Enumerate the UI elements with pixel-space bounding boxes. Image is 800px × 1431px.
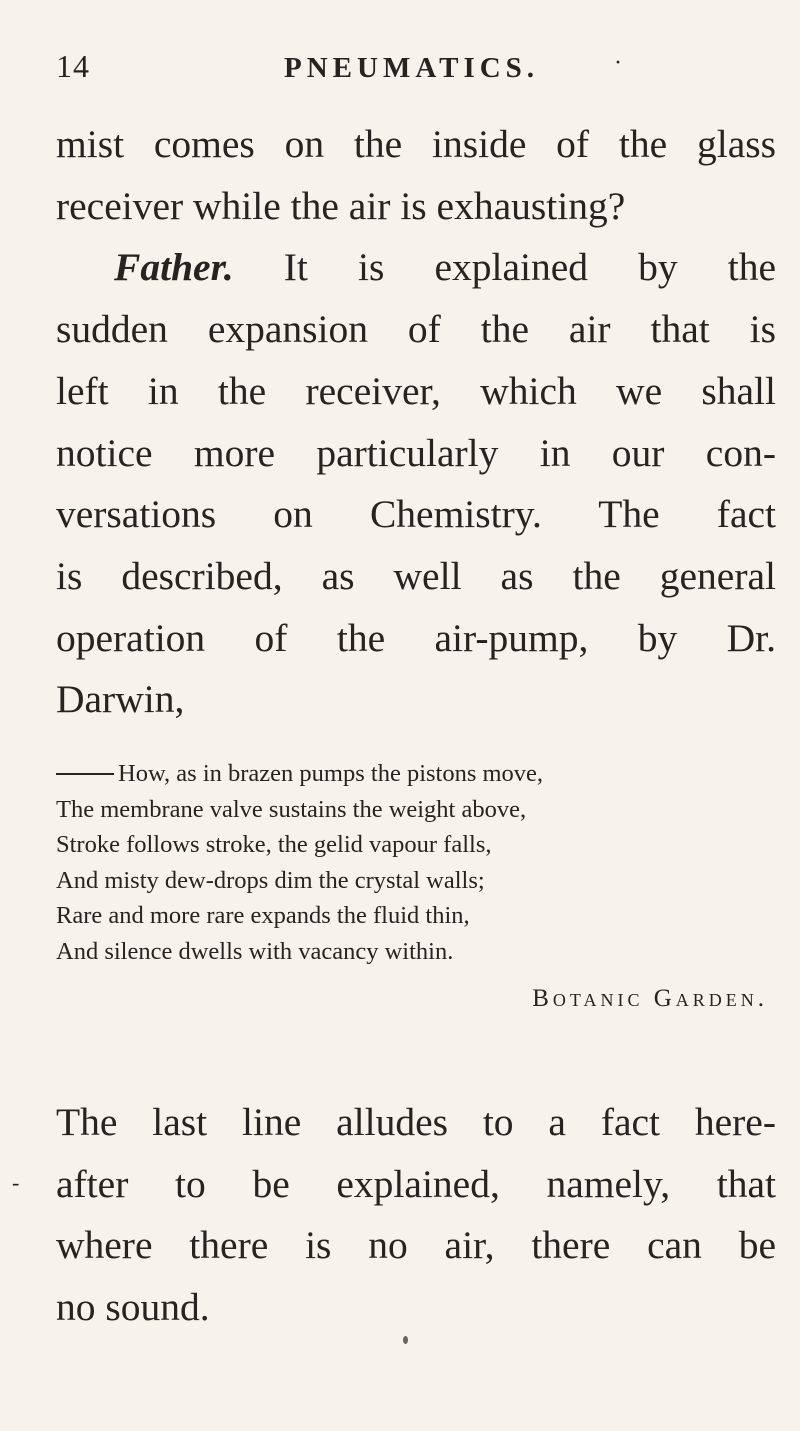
ink-spot — [403, 1336, 408, 1344]
verse-line: Rare and more rare expands the fluid thin, — [56, 902, 470, 930]
verse-line: And silence dwells with vacancy within. — [56, 937, 454, 965]
running-title: PNEUMATICS. — [284, 52, 540, 84]
verse-line: The membrane valve sustains the weight above, — [56, 795, 527, 823]
text-line: receiver while the air is exhausting? — [56, 183, 626, 228]
text-line: no sound. — [56, 1285, 210, 1330]
text-line: versations on Chemistry. The fact — [56, 492, 776, 537]
margin-mark: - — [12, 1170, 20, 1195]
text-line: The last line alludes to a fact here- — [56, 1100, 776, 1144]
speaker-label: Father. — [114, 245, 234, 290]
text-line: left in the receiver, which we shall — [56, 368, 776, 413]
paragraph-2 — [56, 1092, 776, 1339]
page-number: 14 — [56, 48, 90, 84]
verse-attribution: Botanic Garden. — [532, 985, 768, 1012]
paragraph-1 — [56, 114, 776, 731]
text-line: after to be explained, namely, that — [56, 1161, 776, 1206]
text-line: where there is no air, there can be — [56, 1223, 776, 1268]
running-head — [56, 48, 776, 88]
verse-line: And misty dew-drops dim the crystal walls; — [56, 866, 485, 894]
text-line: Darwin, — [56, 677, 185, 722]
text-line: is described, as well as the general — [56, 553, 776, 598]
text-line-fragment: It is explained by the — [283, 245, 777, 290]
verse-quotation — [56, 756, 776, 970]
speaker-line — [56, 237, 776, 299]
text-line: sudden expansion of the air that is — [56, 307, 776, 352]
text-line: notice more particularly in our con- — [56, 430, 776, 475]
text-line: mist comes on the inside of the glass — [56, 122, 776, 166]
running-head-mark: · — [614, 50, 622, 76]
verse-line: How, as in brazen pumps the pistons move, — [56, 756, 776, 792]
text-line: operation of the air-pump, by Dr. — [56, 615, 776, 660]
verse-line: Stroke follows stroke, the gelid vapour falls, — [56, 831, 492, 859]
